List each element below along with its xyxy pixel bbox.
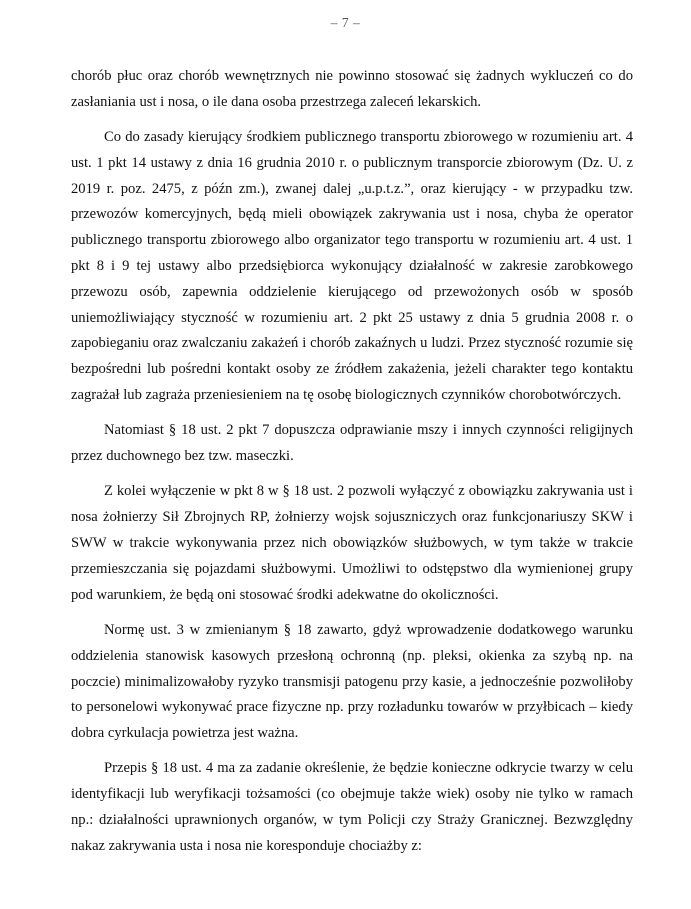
paragraph-continuation: chorób płuc oraz chorób wewnętrznych nie powinno stosować się żadnych wykluczeń co do zasłaniania ust i nosa, o ile dana osoba przestrzega zaleceń lekarskich. [71, 68, 633, 110]
page-number: – 7 – [330, 15, 361, 30]
paragraph-identity-verification: Przepis § 18 ust. 4 ma za zadanie określenie, że będzie konieczne odkrycie twarzy w celu identyfikacji lub weryfikacji tożsamości (co obejmuje także wiek) osoby nie tylko w ramach np.: działalności uprawnionych organów, w tym Policji czy Straży Granicznej. Bezwzględny nakaz zakrywania usta i nosa nie koresponduje chociażby z: [71, 760, 633, 854]
paragraph-clergy-exemption: Natomiast § 18 ust. 2 pkt 7 dopuszcza odprawianie mszy i innych czynności religijnych przez duchownego bez tzw. maseczki. [71, 422, 633, 465]
paragraph-military-exemption: Z kolei wyłączenie w pkt 8 w § 18 ust. 2 pozwoli wyłączyć z obowiązku zakrywania ust i nosa żołnierzy Sił Zbrojnych RP, żołnierzy wojsk sojuszniczych oraz funkcjonariuszy SKW i SWW w trakcie wykonywania przez nich obowiązków służbowych, w tym także w trakcie przemieszczania się pojazdami służbowymi. Umożliwi to odstępstwo dla wymienionej grupy pod warunkiem, że będą oni stosować środki adekwatne do okoliczności. [71, 483, 633, 603]
paragraph-cash-desk-norm: Normę ust. 3 w zmienianym § 18 zawarto, gdyż wprowadzenie dodatkowego warunku oddzielenia stanowisk kasowych przesłoną ochronną (np. pleksi, okienka za szybą np. na poczcie) minimalizowałoby ryzyko transmisji patogenu przy kasie, a jednocześnie pozwoliłoby to personelowi wykonywać prace fizyczne np. przy rozładunku towarów w przyłbicach – kiedy dobra cyrkulacja powietrza jest ważna. [71, 621, 633, 742]
paragraph-public-transport-drivers: Co do zasady kierujący środkiem publicznego transportu zbiorowego w rozumieniu art. 4 ust. 1 pkt 14 ustawy z dnia 16 grudnia 2010 r. o publicznym transporcie zbiorowym (Dz. U. z 2019 r. poz. 2475, z późn zm.), zwanej dalej „u.p.t.z.”, oraz kierujący - w przypadku tzw. przewozów komercyjnych, będą mieli obowiązek zakrywania ust i nosa, chyba że operator publicznego transportu zbiorowego albo organizator tego transportu w rozumieniu art. 4 ust. 1 pkt 8 i 9 tej ustawy albo przedsiębiorca wykonujący działalność w zakresie zarobkowego przewozu osób, zapewnia oddzielenie kierującego od przewożonych osób w sposób uniemożliwiający styczność w rozumieniu art. 2 pkt 25 ustawy z dnia 5 grudnia 2008 r. o zapobieganiu oraz zwalczaniu zakażeń i chorób zakaźnych u ludzi. Przez styczność rozumie się bezpośredni lub pośredni kontakt osoby ze źródłem zakażenia, jeżeli charakter tego kontaktu zagrażał lub zagraża przeniesieniem na tę osobę biologicznych czynników chorobotwórczych. [71, 129, 633, 404]
document-body [71, 64, 633, 869]
